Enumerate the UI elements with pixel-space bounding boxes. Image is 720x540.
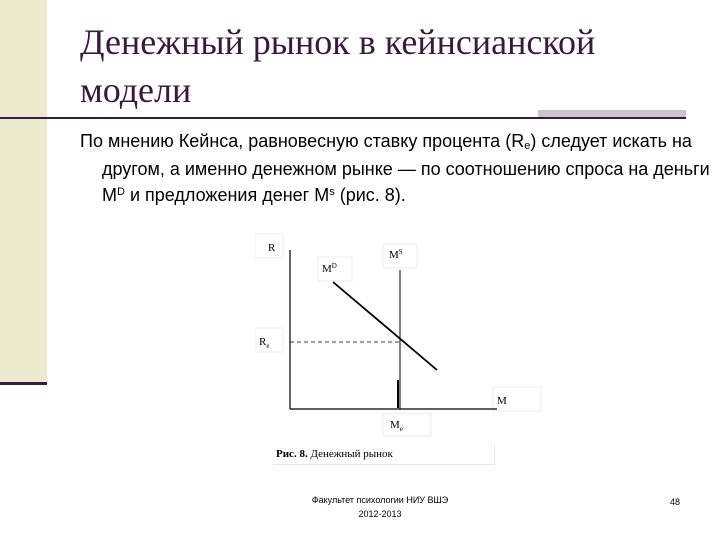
- slide-footer: [290, 493, 470, 521]
- body-subscript-e: e: [524, 140, 531, 152]
- body-text-part4: (рис. 8).: [334, 185, 406, 205]
- body-superscript-s: s: [329, 186, 335, 198]
- y-axis-label: R: [268, 242, 276, 254]
- footer-line-1: Факультет психологии НИУ ВШЭ: [311, 495, 449, 505]
- supply-label-base: M: [389, 249, 399, 261]
- eq-money-sub: e: [399, 425, 403, 433]
- figure-caption: [272, 444, 494, 464]
- demand-label-base: M: [322, 263, 332, 275]
- left-decorative-stripe: [0, 0, 47, 382]
- x-axis-label: M: [497, 395, 507, 407]
- caption-text: Денежный рынок: [307, 448, 393, 460]
- body-text-part1: По мнению Кейнса, равновесную ставку процента (R: [80, 131, 525, 151]
- demand-curve: [333, 282, 437, 370]
- slide-title: Денежный рынок в кейнсианской модели: [80, 22, 596, 110]
- page-number: 48: [669, 497, 680, 507]
- title-rule: [0, 117, 686, 119]
- body-superscript-d: D: [117, 186, 125, 198]
- body-text-part3: и предложения денег M: [124, 185, 330, 205]
- money-market-diagram: [255, 232, 545, 437]
- caption-prefix: Рис. 8.: [276, 448, 308, 460]
- eq-rate-base: R: [259, 336, 267, 348]
- demand-label-sup: D: [331, 262, 337, 270]
- eq-money-base: M: [390, 419, 400, 431]
- body-paragraph: [80, 130, 720, 207]
- footer-line-2: 2012-2013: [358, 509, 402, 519]
- left-stripe-accent: [0, 382, 47, 385]
- supply-label-sup: S: [398, 248, 403, 256]
- body-text-part2: ) следует искать на другом, а именно денежном рынке — по соотношению спроса на деньги M: [102, 131, 710, 205]
- eq-rate-sub: e: [266, 342, 270, 350]
